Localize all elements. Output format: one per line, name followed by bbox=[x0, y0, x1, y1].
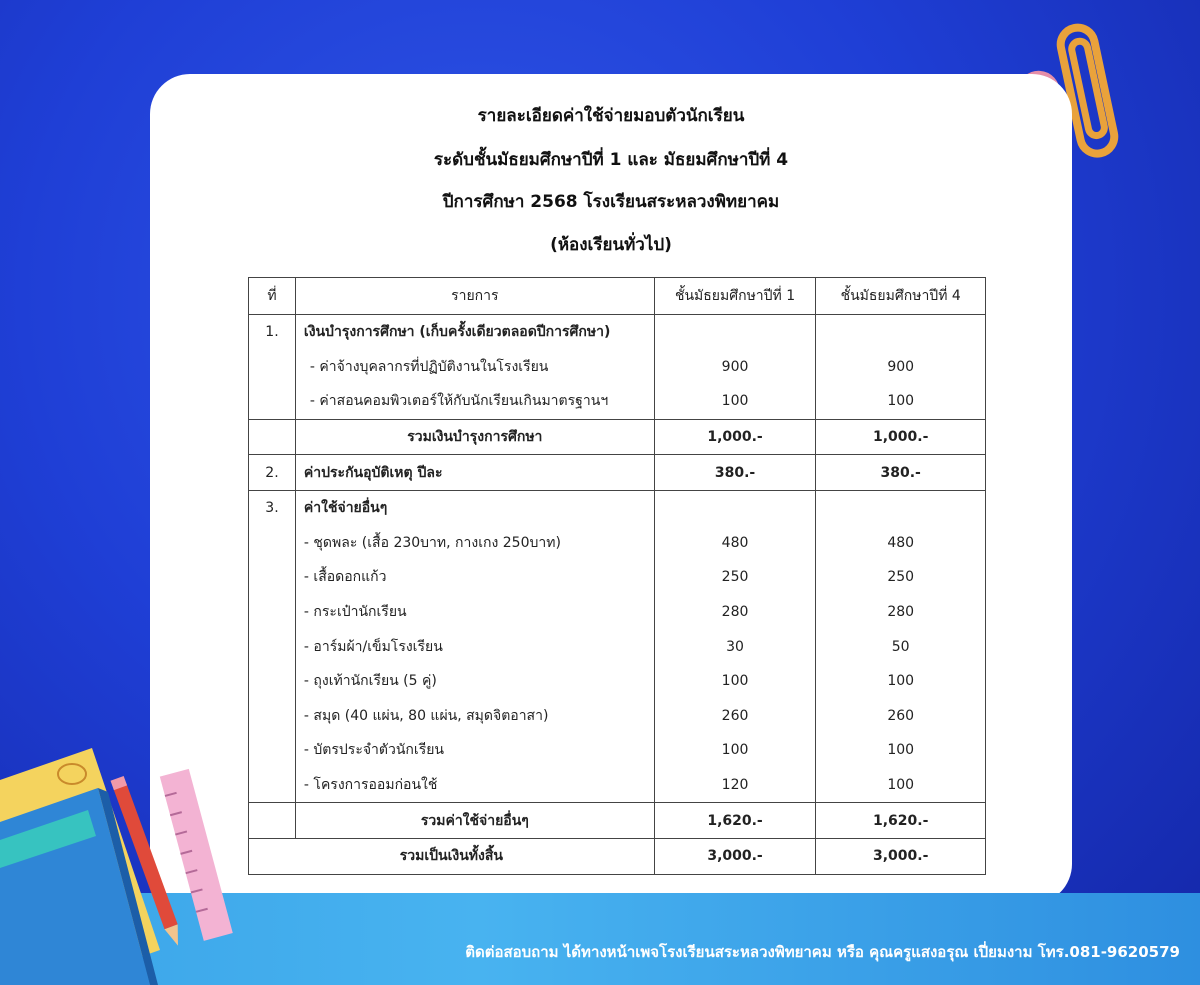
item-m4: 280 bbox=[816, 595, 986, 630]
table-row bbox=[249, 629, 986, 664]
col-header-no: ที่ bbox=[249, 278, 296, 315]
row-number: 1. bbox=[249, 315, 296, 350]
item-m4: 260 bbox=[816, 699, 986, 734]
item-m1: 100 bbox=[654, 664, 816, 699]
item-m1: 30 bbox=[654, 629, 816, 664]
subtotal-m1: 1,620.- bbox=[654, 803, 816, 839]
item-m4: 100 bbox=[816, 664, 986, 699]
table-row bbox=[249, 384, 986, 419]
table-row bbox=[249, 733, 986, 768]
col-header-item: รายการ bbox=[295, 278, 654, 315]
doc-title-line1: รายละเอียดค่าใช้จ่ายมอบตัวนักเรียน bbox=[477, 106, 745, 126]
item-label: - บัตรประจำตัวนักเรียน bbox=[295, 733, 654, 768]
item-m4: 250 bbox=[816, 560, 986, 595]
fees-table bbox=[248, 277, 986, 875]
item-m1: 900 bbox=[654, 350, 816, 385]
subtotal-m4: 1,000.- bbox=[816, 419, 986, 455]
subtotal-row bbox=[249, 419, 986, 455]
table-header-row bbox=[249, 278, 986, 315]
item-label: - สมุด (40 แผ่น, 80 แผ่น, สมุดจิตอาสา) bbox=[295, 699, 654, 734]
total-row bbox=[249, 838, 986, 874]
table-row bbox=[249, 315, 986, 350]
item-label: - โครงการออมก่อนใช้ bbox=[295, 768, 654, 803]
footer-contact-text: ติดต่อสอบถาม ได้ทางหน้าเพจโรงเรียนสระหลวงพิทยาคม หรือ คุณครูแสงอรุณ เปี่ยมงาม โทร.081-9620579 bbox=[465, 943, 1180, 961]
table-row bbox=[249, 699, 986, 734]
item-m4: 50 bbox=[816, 629, 986, 664]
row-number: 3. bbox=[249, 490, 296, 525]
section-title: เงินบำรุงการศึกษา (เก็บครั้งเดียวตลอดปีการศึกษา) bbox=[295, 315, 654, 350]
table-row bbox=[249, 526, 986, 561]
table-row bbox=[249, 350, 986, 385]
table-row bbox=[249, 664, 986, 699]
subtotal-label: รวมเงินบำรุงการศึกษา bbox=[295, 419, 654, 455]
subtotal-m4: 1,620.- bbox=[816, 803, 986, 839]
total-m4: 3,000.- bbox=[816, 838, 986, 874]
item-m4: 100 bbox=[816, 733, 986, 768]
doc-title-line3: ปีการศึกษา 2568 โรงเรียนสระหลวงพิทยาคม bbox=[442, 192, 780, 212]
school-supplies-decoration bbox=[0, 740, 240, 985]
subtotal-row bbox=[249, 803, 986, 839]
item-label: - ค่าสอนคอมพิวเตอร์ให้กับนักเรียนเกินมาตรฐานฯ bbox=[295, 384, 654, 419]
item-m4: 100 bbox=[816, 384, 986, 419]
table-row bbox=[249, 560, 986, 595]
total-m1: 3,000.- bbox=[654, 838, 816, 874]
item-label: - ชุดพละ (เสื้อ 230บาท, กางเกง 250บาท) bbox=[295, 526, 654, 561]
table-row bbox=[249, 595, 986, 630]
item-m4: 480 bbox=[816, 526, 986, 561]
section-title: ค่าประกันอุบัติเหตุ ปีละ bbox=[295, 455, 654, 491]
col-header-m4: ชั้นมัธยมศึกษาปีที่ 4 bbox=[816, 278, 986, 315]
item-m4: 100 bbox=[816, 768, 986, 803]
item-m1: 380.- bbox=[654, 455, 816, 491]
item-m4: 380.- bbox=[816, 455, 986, 491]
item-m4: 900 bbox=[816, 350, 986, 385]
item-m1: 250 bbox=[654, 560, 816, 595]
item-label: - กระเป๋านักเรียน bbox=[295, 595, 654, 630]
total-label: รวมเป็นเงินทั้งสิ้น bbox=[249, 838, 655, 874]
subtotal-m1: 1,000.- bbox=[654, 419, 816, 455]
item-m1: 480 bbox=[654, 526, 816, 561]
item-m1: 120 bbox=[654, 768, 816, 803]
item-m1: 280 bbox=[654, 595, 816, 630]
item-label: - อาร์มผ้า/เข็มโรงเรียน bbox=[295, 629, 654, 664]
item-label: - ถุงเท้านักเรียน (5 คู่) bbox=[295, 664, 654, 699]
item-label: - ค่าจ้างบุคลากรที่ปฏิบัติงานในโรงเรียน bbox=[295, 350, 654, 385]
item-m1: 100 bbox=[654, 384, 816, 419]
table-row bbox=[249, 490, 986, 525]
section-title: ค่าใช้จ่ายอื่นๆ bbox=[295, 490, 654, 525]
subtotal-label: รวมค่าใช้จ่ายอื่นๆ bbox=[295, 803, 654, 839]
item-m1: 100 bbox=[654, 733, 816, 768]
col-header-m1: ชั้นมัธยมศึกษาปีที่ 1 bbox=[654, 278, 816, 315]
item-label: - เสื้อดอกแก้ว bbox=[295, 560, 654, 595]
table-row bbox=[249, 768, 986, 803]
doc-title-line4: (ห้องเรียนทั่วไป) bbox=[550, 235, 672, 255]
row-number: 2. bbox=[249, 455, 296, 491]
table-row bbox=[249, 455, 986, 491]
doc-title-line2: ระดับชั้นมัธยมศึกษาปีที่ 1 และ มัธยมศึกษาปีที่ 4 bbox=[433, 150, 789, 170]
item-m1: 260 bbox=[654, 699, 816, 734]
